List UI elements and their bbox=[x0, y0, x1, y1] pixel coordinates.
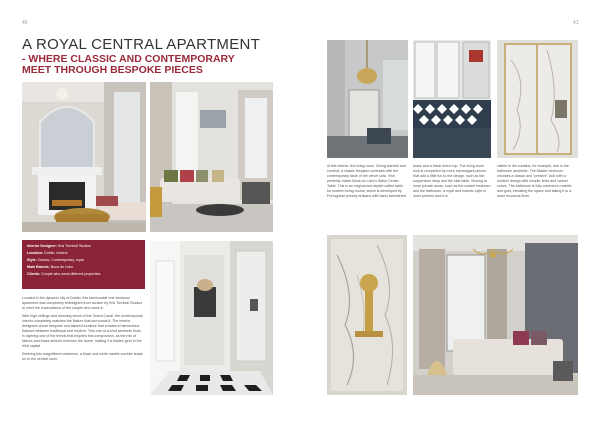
info-row-designer: Interior Designer: Kris Turnbull Studios bbox=[27, 244, 91, 248]
intro-paragraph-1: Located in the dynamic city of Dublin, this fashionable one-bedroom apartment was completely redesigned from scratch by Kris Turnbull Studios to meet the expectations of the couple who owns it. bbox=[22, 296, 143, 310]
info-row-location: Location: Dublin, Ireland bbox=[27, 251, 68, 255]
intro-paragraph-2: With high ceilings and stunning views of the Grand Canal, the contemporary interior completely matches the Nature that surrounds it. The interior designers chose bespoke and tailored furniture that creates a harmonious balance between traditional and modern. This one-of-a-kind aesthetic finds in layering one of the trends that inspired this composition, as the mix of fabrics and brass artwork enriches the home, making it a hidden gem in the Irish capital. bbox=[22, 314, 143, 348]
article-subtitle-line-2: MEET THROUGH BESPOKE PIECES bbox=[22, 64, 203, 76]
page-number-right: 41 bbox=[573, 20, 579, 26]
intro-text bbox=[22, 296, 144, 362]
info-row-style: Style: Classic, Contemporary, royal bbox=[27, 258, 84, 262]
bathroom-marble-photo bbox=[497, 40, 578, 158]
article-title: A ROYAL CENTRAL APARTMENT bbox=[22, 36, 261, 53]
info-row-brands: Main Brands: Boca do Lobo bbox=[27, 265, 73, 269]
pendant-lamp-photo bbox=[327, 40, 408, 158]
living-room-fireplace-photo bbox=[22, 82, 146, 232]
living-room-sofa-photo bbox=[150, 82, 273, 232]
intro-paragraph-3: Entering this magnificent residence, a black and white marble corridor leads on to the central room. bbox=[22, 352, 143, 361]
body-text-column-1: of this interior, the living room. Giving warmth and comfort, a classic fireplace contrasts with the contemporary taste of the velvet sofa. Visit perfectly match Boca do Lobo's Wave Center Table. This is an original and stylish coffee table for modern living rooms, which is developed by Portuguese jewelry artisans with hand-hammered bbox=[327, 164, 406, 198]
project-info-box bbox=[22, 240, 145, 289]
info-row-clients: Clients: Couple who owns different properties bbox=[27, 272, 101, 276]
body-text-column-3: visible in the curtains, for example, and in the bathroom aesthetic. The Master bedroom chooses a classic and "present" look with a modern design with simpler lines and calmer colors. The bathroom is fully covered in marble and gold, elevating the space and taking it to a more luxurious level. bbox=[497, 164, 572, 198]
master-bedroom-photo bbox=[413, 235, 578, 395]
body-text-column-2: brass and a black mirror top. The living room look is completed by more extravagant pieces that add a little fun to the design, such as the suspension lamp and the side table. Moving to more private areas, such as the master bedroom and the bathroom, a royal and eclectic style is more present and it is bbox=[413, 164, 491, 198]
corridor-photo bbox=[150, 241, 273, 395]
article-subtitle-line-1: - WHERE CLASSIC AND CONTEMPORARY bbox=[22, 53, 235, 65]
page-number-left: 40 bbox=[22, 20, 28, 26]
bathroom-gold-fixture-photo bbox=[327, 235, 407, 395]
kitchen-photo bbox=[413, 40, 491, 158]
